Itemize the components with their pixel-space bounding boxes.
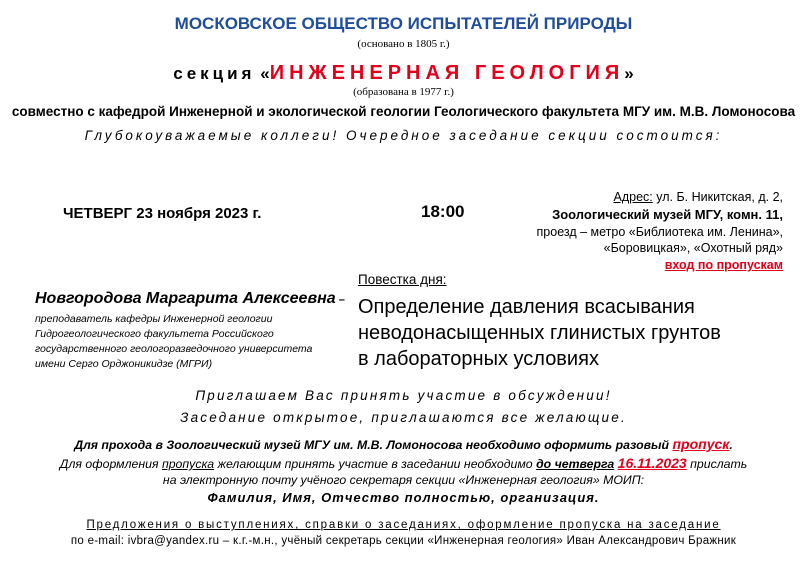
- footer-contact: по e-mail: ivbra@yandex.ru – к.г.-м.н., учёный секретарь секции «Инженерная геология» Иван Александрович Бражник: [70, 535, 737, 547]
- formed-note: (образована в 1977 г.): [353, 86, 454, 98]
- greeting: Глубокоуважаемые коллеги! Очередное заседание секции состоится:: [84, 128, 723, 143]
- speaker-description: преподаватель кафедры Инженерной геологии Гидрогеологического факультета Российского государственного геологоразведочного университета имени Серго Орджоникидзе (МГРИ): [35, 313, 313, 370]
- meeting-time: 18:00: [421, 202, 465, 221]
- organization-title: МОСКОВСКОЕ ОБЩЕСТВО ИСПЫТАТЕЛЕЙ ПРИРОДЫ: [174, 14, 633, 33]
- quote-open: «: [260, 64, 270, 83]
- address-label: Адрес:: [613, 190, 653, 204]
- address-street: ул. Б. Никитская, д. 2,: [652, 190, 783, 204]
- pass-word-2: пропуска: [161, 457, 215, 471]
- address-metro-1: проезд – метро «Библиотека им. Ленина»,: [536, 225, 783, 239]
- pass-note-3: на электронную почту учёного секретаря секции «Инженерная геология» МОИП:: [162, 473, 645, 487]
- entry-by-pass: вход по пропускам: [664, 258, 783, 272]
- quote-close: »: [624, 64, 634, 83]
- section-word: секция: [173, 64, 256, 83]
- pass-note-1: [0, 436, 807, 452]
- section-title: [0, 62, 807, 85]
- pass-note-2-b: желающим принять участие в заседании необходимо: [214, 457, 537, 471]
- speaker-dash: –: [335, 294, 345, 306]
- deadline-date: 16.11.2023: [617, 455, 687, 471]
- pass-required-fields: Фамилия, Имя, Отчество полностью, организация.: [207, 490, 600, 505]
- pass-note-1-text: Для прохода в Зоологический музей МГУ им. М.В. Ломоносова необходимо оформить разовый: [74, 438, 673, 452]
- address-metro-2: «Боровицкая», «Охотный ряд»: [603, 241, 783, 255]
- joint-note: совместно с кафедрой Инженерной и экологической геологии Геологического факультета МГУ им. М.В. Ломоносова: [11, 104, 796, 119]
- footer-line-1: Предложения о выступлениях, справки о заседаниях, оформление пропуска на заседание: [86, 519, 721, 531]
- pass-note-2-a: Для оформления: [59, 457, 162, 471]
- speaker-name-text: Новгородова Маргарита Алексеевна: [35, 290, 336, 307]
- open-meeting-note: Заседание открытое, приглашаются все желающие.: [180, 410, 627, 425]
- section-name: ИНЖЕНЕРНАЯ ГЕОЛОГИЯ: [269, 62, 625, 84]
- agenda-label: Повестка дня:: [358, 272, 447, 287]
- speaker-name: [35, 290, 345, 308]
- agenda-topic-line-1: Определение давления всасывания: [358, 296, 695, 318]
- address-museum: Зоологический музей МГУ, комн. 11,: [552, 207, 783, 222]
- pass-note-2: [0, 455, 807, 471]
- pass-note-1-end: .: [729, 438, 733, 452]
- agenda-topic-line-3: в лабораторных условиях: [358, 348, 599, 370]
- invitation: Приглашаем Вас принять участие в обсуждении!: [195, 388, 612, 403]
- deadline-label: до четверга: [536, 457, 615, 471]
- founded-note: (основано в 1805 г.): [357, 38, 450, 50]
- pass-word: пропуск: [672, 436, 730, 452]
- meeting-date: ЧЕТВЕРГ 23 ноября 2023 г.: [63, 205, 262, 222]
- agenda-topic-line-2: неводонасыщенных глинистых грунтов: [358, 322, 721, 344]
- address-line: [614, 190, 783, 204]
- pass-note-2-c: прислать: [686, 457, 748, 471]
